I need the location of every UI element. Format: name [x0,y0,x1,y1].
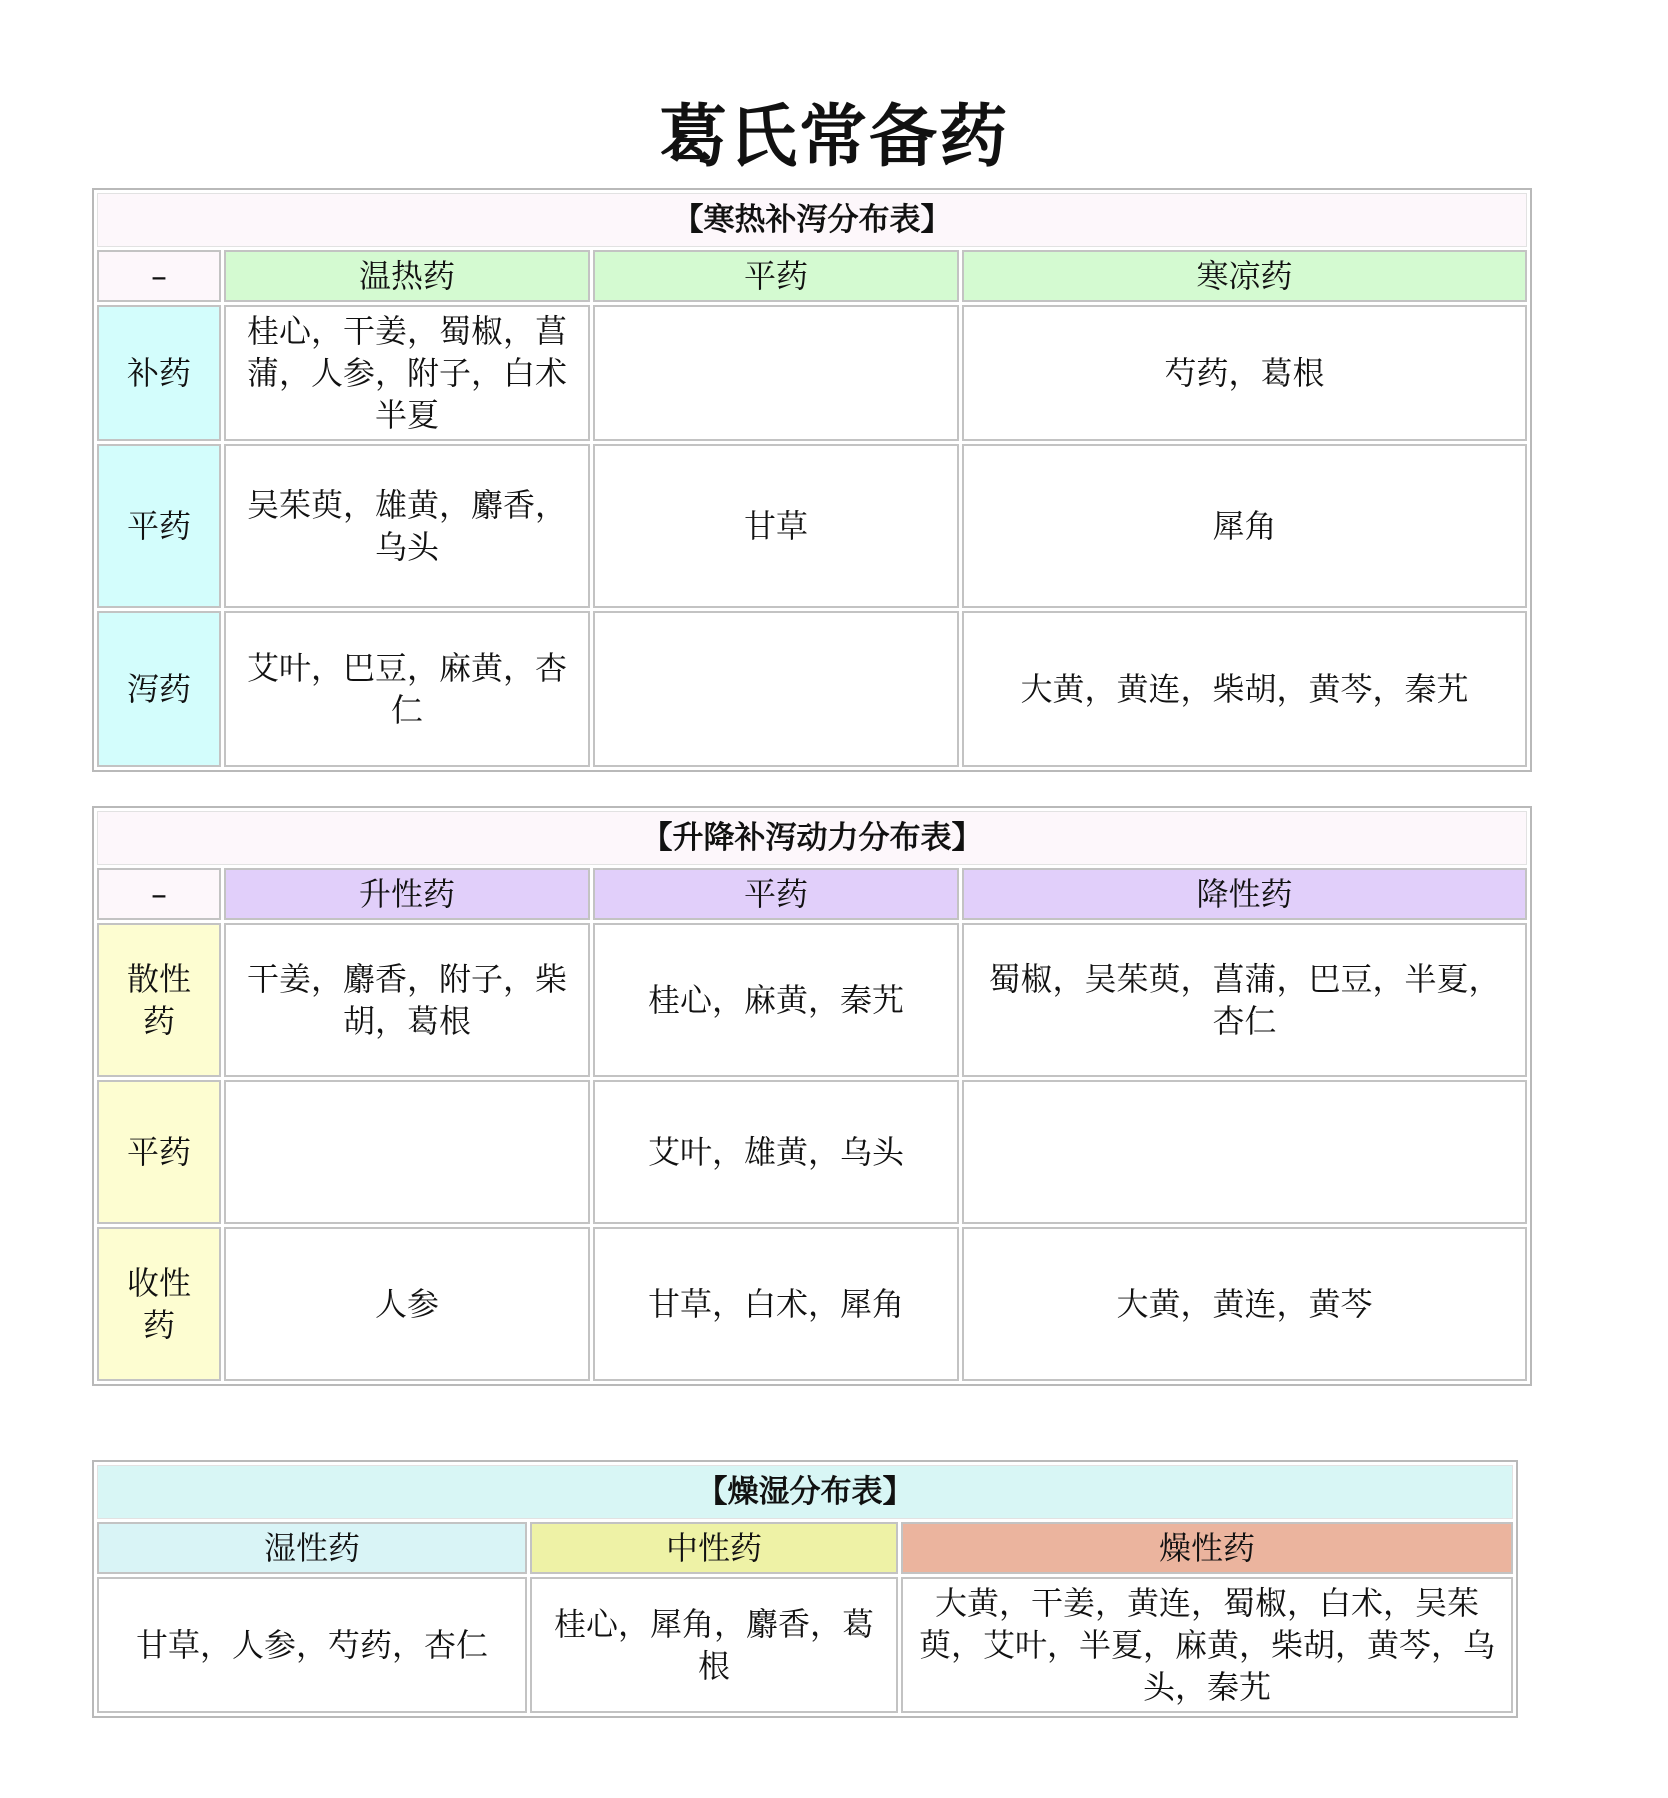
table-cell: 大黄，干姜，黄连，蜀椒，白术，吴茱萸，艾叶，半夏，麻黄，柴胡，黄芩，乌头，秦艽 [901,1577,1513,1713]
table-cell: 干姜，麝香，附子，柴胡，葛根 [224,923,590,1077]
table-cell: 艾叶，巴豆，麻黄，杏仁 [224,611,590,767]
table-row [97,305,1527,441]
column-header: 平药 [593,868,959,920]
table-caption: 【燥湿分布表】 [97,1465,1513,1519]
page-title: 葛氏常备药 [658,98,1009,177]
column-header: 升性药 [224,868,590,920]
table-row [97,444,1527,608]
table-cell: 桂心，干姜，蜀椒，菖蒲，人参，附子，白术半夏 [224,305,590,441]
table-cell: 吴茱萸，雄黄，麝香，乌头 [224,444,590,608]
table-cell: 甘草，人参，芍药，杏仁 [97,1577,527,1713]
table-row [97,923,1527,1077]
table-cell [962,1080,1527,1224]
column-header: 温热药 [224,250,590,302]
table-row [97,1577,1513,1713]
table-cell: 甘草 [593,444,959,608]
row-header: 补药 [97,305,221,441]
table-cell [224,1080,590,1224]
table-caption: 【升降补泻动力分布表】 [97,811,1527,865]
table-cell: 艾叶，雄黄，乌头 [593,1080,959,1224]
dry-wet-table [92,1460,1518,1718]
column-header: 燥性药 [901,1522,1513,1574]
table-cell [593,305,959,441]
ascend-descend-table [92,806,1532,1386]
column-header: 降性药 [962,868,1527,920]
corner-cell: – [97,250,221,302]
table-row [97,611,1527,767]
table-cell: 蜀椒，吴茱萸，菖蒲，巴豆，半夏，杏仁 [962,923,1527,1077]
table-cell: 大黄，黄连，柴胡，黄芩，秦艽 [962,611,1527,767]
table-cell: 犀角 [962,444,1527,608]
row-header: 平药 [97,1080,221,1224]
table-cell: 甘草，白术，犀角 [593,1227,959,1381]
table-cell: 芍药，葛根 [962,305,1527,441]
table-cell: 桂心，犀角，麝香，葛根 [530,1577,898,1713]
table-cell: 桂心，麻黄，秦艽 [593,923,959,1077]
row-header: 散性药 [97,923,221,1077]
corner-cell: – [97,868,221,920]
table-cell: 大黄，黄连，黄芩 [962,1227,1527,1381]
column-header: 平药 [593,250,959,302]
column-header: 中性药 [530,1522,898,1574]
column-header: 寒凉药 [962,250,1527,302]
cold-heat-table [92,188,1532,772]
table-row [97,1080,1527,1224]
row-header: 泻药 [97,611,221,767]
row-header: 平药 [97,444,221,608]
table-row [97,1227,1527,1381]
row-header: 收性药 [97,1227,221,1381]
table-cell: 人参 [224,1227,590,1381]
column-header: 湿性药 [97,1522,527,1574]
table-cell [593,611,959,767]
table-caption: 【寒热补泻分布表】 [97,193,1527,247]
